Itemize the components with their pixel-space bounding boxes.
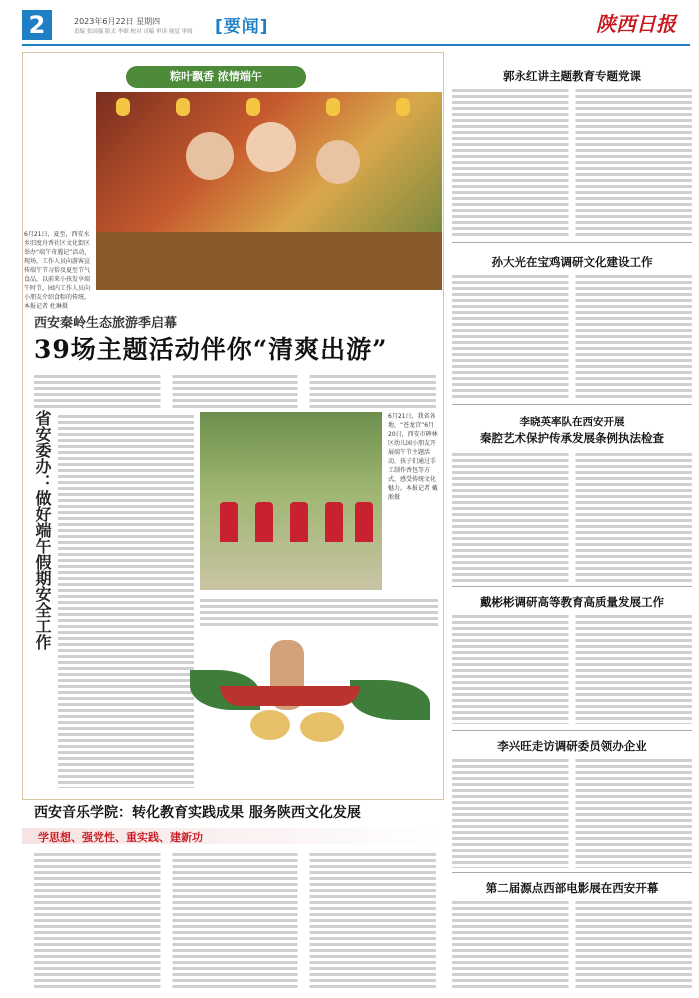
safety-body xyxy=(58,412,194,788)
column-bar-title: 学思想、强党性、重实践、建新功 xyxy=(38,831,203,844)
newspaper-logo: 陕西日报 xyxy=(596,12,676,36)
lantern-icon xyxy=(246,98,260,116)
body-lixingwang xyxy=(452,756,692,868)
headline-li-a[interactable]: 李晓英率队在西安开展 xyxy=(519,416,625,428)
lantern-icon xyxy=(396,98,410,116)
body-li xyxy=(452,450,692,582)
lantern-icon xyxy=(116,98,130,116)
child-figure xyxy=(255,502,273,542)
body-film xyxy=(452,898,692,990)
edition-meta: 责编 张国强 版式 李维 校对 司稿 审读 视觉 审阅 xyxy=(74,29,193,35)
headline-li-b[interactable]: 秦腔艺术保护传承发展条例执法检查 xyxy=(480,431,664,445)
divider xyxy=(452,404,692,405)
headline-dai[interactable]: 戴彬彬调研高等教育高质量发展工作 xyxy=(480,595,664,609)
dragon-boat-illustration xyxy=(180,600,440,760)
article-subtitle[interactable]: 西安秦岭生态旅游季启幕 xyxy=(34,316,178,331)
kindergarten-caption: 6月21日，我省各地，“苍龙宫”6月20日，西安市碑林区幼儿园小朋友开展端午节主题活动，孩子们通过手工制作香包等方式，感受传统文化魅力。本报记者 戴淞摄 xyxy=(388,413,438,501)
photo-caption: 6月21日，夏至，西安水乡旧度舟香社区文化街区举办“端午奇遇记”活动，现场，工作人员向游客宣传端午节习俗及夏至节气食品，以前来小孩发享端午时节，园内工作人员向小朋友介绍食粽的传统。本报记者 杜琳摄 xyxy=(24,231,91,310)
divider xyxy=(452,730,692,731)
headline-lixingwang[interactable]: 李兴旺走访调研委员领办企业 xyxy=(497,739,647,753)
divider xyxy=(452,872,692,873)
zongzi-table xyxy=(96,232,442,290)
headline-guo[interactable]: 郭永红讲主题教育专题党课 xyxy=(503,69,641,83)
child-figure xyxy=(355,502,373,542)
feature-banner: 粽叶飘香 浓情端午 xyxy=(126,66,306,88)
body-guo xyxy=(452,86,692,236)
article-headline[interactable]: 39场主题活动伴你“清爽出游” xyxy=(34,335,388,364)
child-figure xyxy=(325,502,343,542)
dragon-boat-photo xyxy=(96,92,442,290)
section-label: [要闻] xyxy=(215,17,269,37)
zongzi-icon xyxy=(250,710,290,740)
music-headline[interactable]: 西安音乐学院：转化教育实践成果 服务陕西文化发展 xyxy=(34,805,361,821)
lantern-icon xyxy=(176,98,190,116)
divider xyxy=(452,586,692,587)
lantern-icon xyxy=(326,98,340,116)
kindergarten-photo xyxy=(200,412,382,590)
child-figure xyxy=(220,502,238,542)
child-figure xyxy=(316,140,360,184)
article-body xyxy=(34,372,436,408)
headline-film[interactable]: 第二届源点西部电影展在西安开幕 xyxy=(485,881,659,895)
child-figure xyxy=(290,502,308,542)
child-figure xyxy=(186,132,234,180)
headline-sun[interactable]: 孙大光在宝鸡调研文化建设工作 xyxy=(491,255,653,269)
issue-date: 2023年6月22日 星期四 xyxy=(74,17,161,26)
child-figure xyxy=(246,122,296,172)
boat-icon xyxy=(220,686,360,706)
safety-headline[interactable]: 省安委办：做好端午假期安全工作 xyxy=(33,410,52,650)
body-sun xyxy=(452,272,692,398)
column-bar xyxy=(22,828,444,844)
divider xyxy=(452,242,692,243)
page-number: 2 xyxy=(22,10,52,40)
music-body xyxy=(34,850,436,990)
header-rule xyxy=(22,44,690,46)
zongzi-icon xyxy=(300,712,344,742)
body-dai xyxy=(452,612,692,724)
leaf-icon xyxy=(350,680,430,720)
